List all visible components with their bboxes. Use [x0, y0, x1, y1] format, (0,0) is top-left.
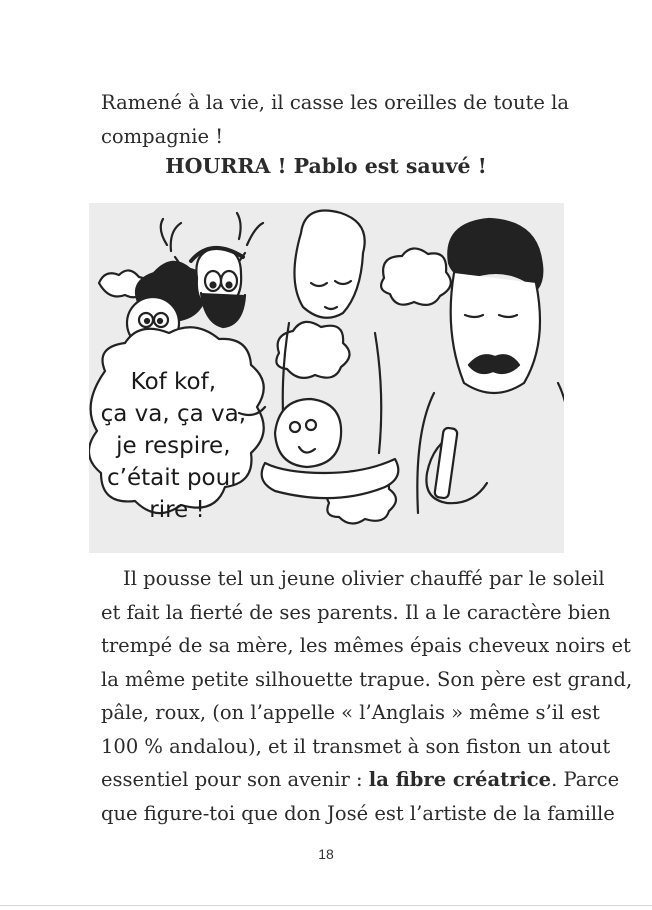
text-run: essentiel pour son avenir : — [101, 768, 369, 791]
text-line — [101, 763, 620, 797]
bold-phrase: la fibre créatrice — [368, 768, 552, 791]
page-edge-rule — [0, 905, 652, 906]
text-run: . Parce — [551, 768, 620, 791]
speech-line: rire ! — [149, 497, 205, 523]
text-line: pâle, roux, (on l’appelle « l’Anglais » même s’il est — [101, 701, 600, 724]
text-line: Ramené à la vie, il casse les oreilles de toute la — [101, 91, 569, 114]
illustration-drawing — [89, 203, 564, 553]
text-line: trempé de sa mère, les mêmes épais cheveux noirs et — [101, 634, 631, 657]
text-line: 100 % andalou), et il transmet à son fiston un atout — [101, 734, 611, 758]
text-line: Il pousse tel un jeune olivier chauffé par le soleil — [123, 567, 605, 590]
paragraph-main — [101, 562, 633, 830]
text-line: et fait la fierté de ses parents. Il a le caractère bien — [101, 600, 611, 624]
speech-line: je respire, — [116, 433, 231, 459]
page-number: 18 — [318, 846, 334, 862]
speech-line: Kof kof, — [130, 369, 217, 395]
text-line: que figure-toi que don José est l’artiste de la famille — [101, 801, 615, 825]
paragraph-intro — [101, 86, 569, 153]
text-line: la même petite silhouette trapue. Son père est grand, — [101, 667, 633, 691]
comic-illustration — [89, 203, 564, 553]
speech-line: ça va, ça va, — [100, 401, 247, 427]
smoke-puff — [381, 248, 451, 304]
exclamation-heading: HOURRA ! Pablo est sauvé ! — [165, 154, 487, 178]
text-line: compagnie ! — [101, 124, 224, 148]
speech-line: c’était pour — [107, 465, 240, 491]
